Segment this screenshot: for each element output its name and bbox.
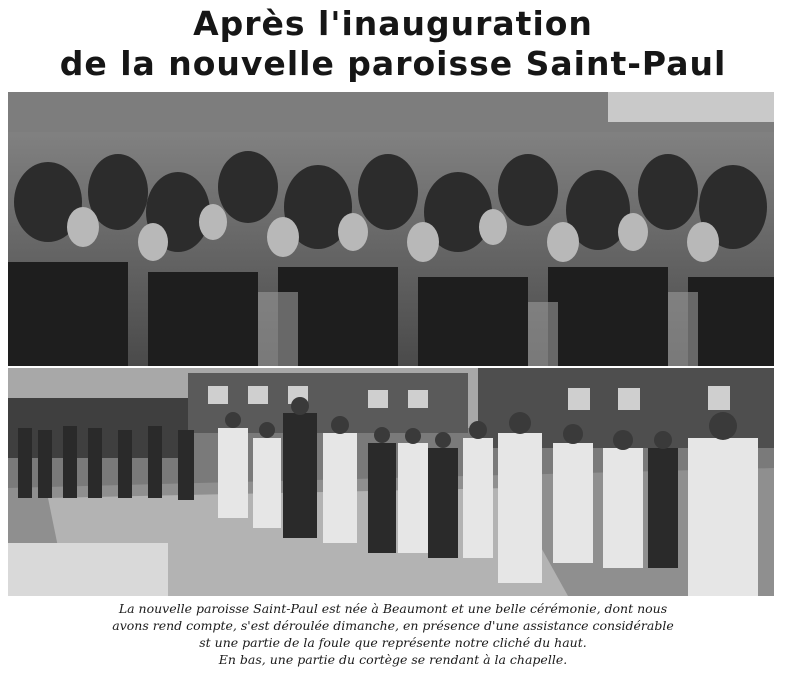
procession-photo	[8, 368, 774, 596]
caption-line-3: st une partie de la foule que représente notre cliché du haut.	[199, 635, 587, 650]
caption-line-2: avons rend compte, s'est déroulée dimanche, en présence d'une assistance considérable	[112, 618, 674, 633]
caption-line-1: La nouvelle paroisse Saint-Paul est née à Beaumont et une belle cérémonie, dont nous	[118, 601, 668, 616]
procession-photo-graphic	[8, 368, 774, 596]
caption-line-4: En bas, une partie du cortège se rendant à la chapelle.	[218, 652, 568, 667]
crowd-photo-graphic	[8, 92, 774, 366]
headline-line-2: de la nouvelle paroisse Saint-Paul	[59, 44, 727, 83]
headline-line-1: Après l'inauguration	[193, 4, 593, 43]
photo-caption	[0, 600, 786, 668]
crowd-photo	[8, 92, 774, 366]
